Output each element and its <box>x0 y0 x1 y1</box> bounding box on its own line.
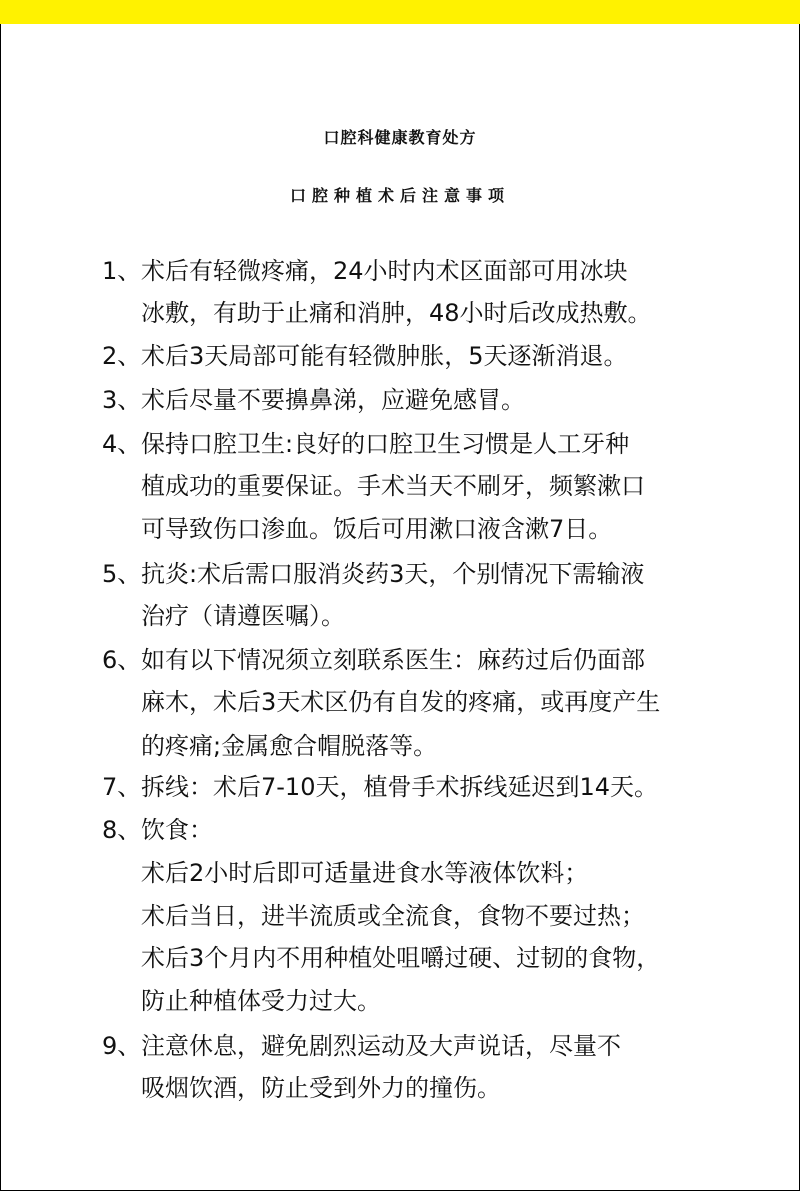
document-title: 口腔科健康教育处方 <box>323 128 477 147</box>
item-8-line-3: 术后当日，进半流质或全流食，食物不要过热； <box>141 902 645 930</box>
item-3-line-1: 术后尽量不要擤鼻涕，应避免感冒。 <box>141 386 525 414</box>
item-4-line-2: 植成功的重要保证。手术当天不刷牙，频繁漱口 <box>141 472 645 500</box>
item-5-number: 5、 <box>102 560 142 588</box>
item-9-number: 9、 <box>102 1032 142 1060</box>
item-6-line-1: 如有以下情况须立刻联系医生：麻药过后仍面部 <box>141 646 645 674</box>
item-8-number: 8、 <box>102 816 142 844</box>
document-subtitle: 口腔种植术后注意事项 <box>289 186 510 205</box>
item-1-line-1: 术后有轻微疼痛，24小时内术区面部可用冰块 <box>141 257 628 285</box>
item-6-line-2: 麻木，术后3天术区仍有自发的疼痛，或再度产生 <box>141 688 661 716</box>
item-4-number: 4、 <box>102 430 142 458</box>
item-3-number: 3、 <box>102 386 142 414</box>
item-8-line-5: 防止种植体受力过大。 <box>141 987 381 1015</box>
item-6-number: 6、 <box>102 646 142 674</box>
item-7-number: 7、 <box>102 773 142 801</box>
item-2-line-1: 术后3天局部可能有轻微肿胀，5天逐渐消退。 <box>141 342 628 370</box>
item-5-line-1: 抗炎:术后需口服消炎药3天，个别情况下需输液 <box>141 560 645 588</box>
item-7-line-1: 拆线：术后7-10天，植骨手术拆线延迟到14天。 <box>141 773 659 801</box>
item-8-line-4: 术后3个月内不用种植处咀嚼过硬、过韧的食物， <box>141 944 661 972</box>
item-2-number: 2、 <box>102 342 142 370</box>
item-9-line-2: 吸烟饮酒，防止受到外力的撞伤。 <box>141 1074 501 1102</box>
item-6-line-3: 的疼痛;金属愈合帽脱落等。 <box>141 732 438 760</box>
item-4-line-3: 可导致伤口渗血。饭后可用漱口液含漱7日。 <box>141 515 613 543</box>
item-5-line-2: 治疗（请遵医嘱）。 <box>141 602 345 630</box>
item-9-line-1: 注意休息，避免剧烈运动及大声说话，尽量不 <box>141 1032 621 1060</box>
item-4-line-1: 保持口腔卫生:良好的口腔卫生习惯是人工牙种 <box>141 430 630 458</box>
item-8-line-1: 饮食： <box>141 816 213 844</box>
item-1-number: 1、 <box>102 257 142 285</box>
top-yellow-band <box>0 0 800 24</box>
item-1-line-2: 冰敷，有助于止痛和消肿，48小时后改成热敷。 <box>141 299 652 327</box>
item-8-line-2: 术后2小时后即可适量进食水等液体饮料； <box>141 859 589 887</box>
